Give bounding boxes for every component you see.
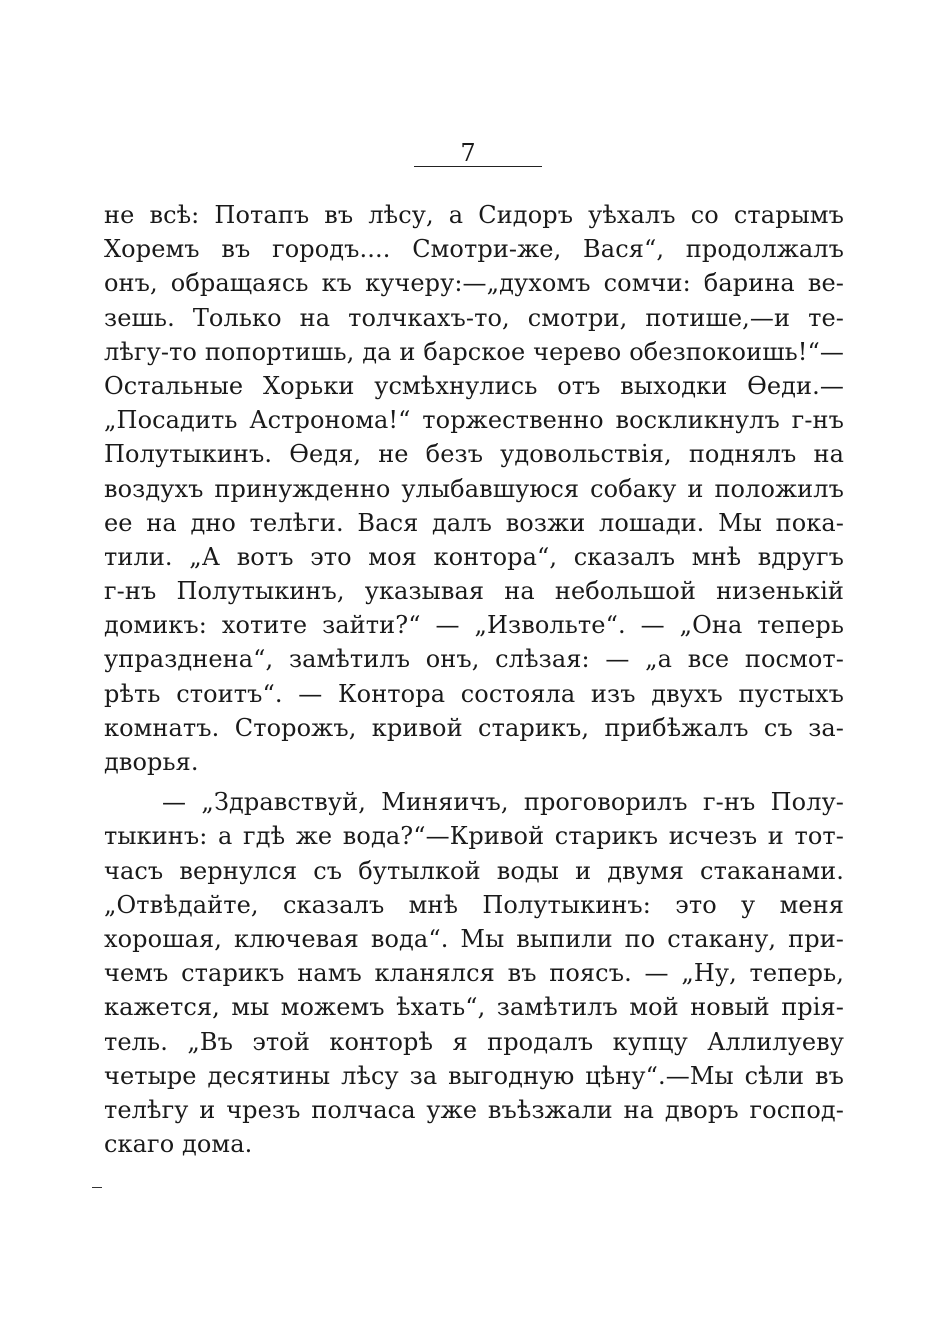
text-line: тили. „А вотъ это моя контора“, сказалъ мнѣ вдругъ xyxy=(104,542,844,571)
text-line: Полутыкинъ. Ѳедя, не безъ удовольствія, поднялъ на xyxy=(104,440,844,469)
text-line: тыкинъ: а гдѣ же вода?“—Кривой старикъ исчезъ и тот- xyxy=(104,822,844,851)
page-number: 7 xyxy=(460,139,476,167)
text-line: телѣгу и чрезъ полчаса уже въѣзжали на дворъ господ- xyxy=(104,1095,844,1124)
text-line: Хоремъ въ городъ.... Смотри-же, Вася“, продолжалъ xyxy=(104,235,844,264)
text-line: лѣгу-то попортишь, да и барское черево обезпокоишь!“— xyxy=(104,337,844,366)
text-line: кажется, мы можемъ ѣхать“, замѣтилъ мой новый прія- xyxy=(104,993,844,1022)
text-line: домикъ: хотите зайти?“ — „Извольте“. — „Она теперь xyxy=(104,611,844,640)
paragraph-1 xyxy=(104,198,844,779)
stray-mark xyxy=(92,1187,102,1188)
text-line: комнатъ. Сторожъ, кривой старикъ, прибѣжалъ съ за- xyxy=(104,713,844,742)
text-line: ее на дно телѣги. Вася далъ возжи лошади. Мы пока- xyxy=(104,508,844,537)
page-number-rule xyxy=(414,166,542,167)
body-text xyxy=(104,198,844,1161)
text-line: четыре десятины лѣсу за выгодную цѣну“.—Мы сѣли въ xyxy=(104,1061,844,1090)
text-line: Остальные Хорьки усмѣхнулись отъ выходки Ѳеди.— xyxy=(104,371,844,400)
text-line: упразднена“, замѣтилъ онъ, слѣзая: — „а все посмот- xyxy=(104,645,844,674)
text-line: онъ, обращаясь къ кучеру:—„духомъ сомчи: барина ве- xyxy=(104,269,844,298)
paragraph-2 xyxy=(104,785,844,1161)
text-line: дворья. xyxy=(104,748,199,776)
text-line: не всѣ: Потапъ въ лѣсу, а Сидоръ уѣхалъ со старымъ xyxy=(104,201,844,229)
text-line: чемъ старикъ намъ кланялся въ поясъ. — „Ну, теперь, xyxy=(104,959,844,988)
text-line: — „Здравствуй, Миняичъ, проговорилъ г-нъ Полу- xyxy=(162,788,844,817)
text-line: рѣть стоитъ“. — Контора состояла изъ двухъ пустыхъ xyxy=(104,679,844,708)
text-line: воздухъ принужденно улыбавшуюся собаку и положилъ xyxy=(104,474,844,503)
text-line: „Посадить Астронома!“ торжественно воскликнулъ г-нъ xyxy=(104,406,844,435)
text-line: скаго дома. xyxy=(104,1130,253,1159)
text-line: тель. „Въ этой конторѣ я продалъ купцу Аллилуеву xyxy=(104,1027,844,1056)
text-line: часъ вернулся съ бутылкой воды и двумя стаканами. xyxy=(104,856,844,885)
text-line: „Отвѣдайте, сказалъ мнѣ Полутыкинъ: это у меня xyxy=(104,890,844,919)
text-line: зешь. Только на толчкахъ-то, смотри, потише,—и те- xyxy=(104,303,844,332)
text-line: г-нъ Полутыкинъ, указывая на небольшой низенькій xyxy=(104,577,844,606)
text-line: хорошая, ключевая вода“. Мы выпили по стакану, при- xyxy=(104,924,844,953)
